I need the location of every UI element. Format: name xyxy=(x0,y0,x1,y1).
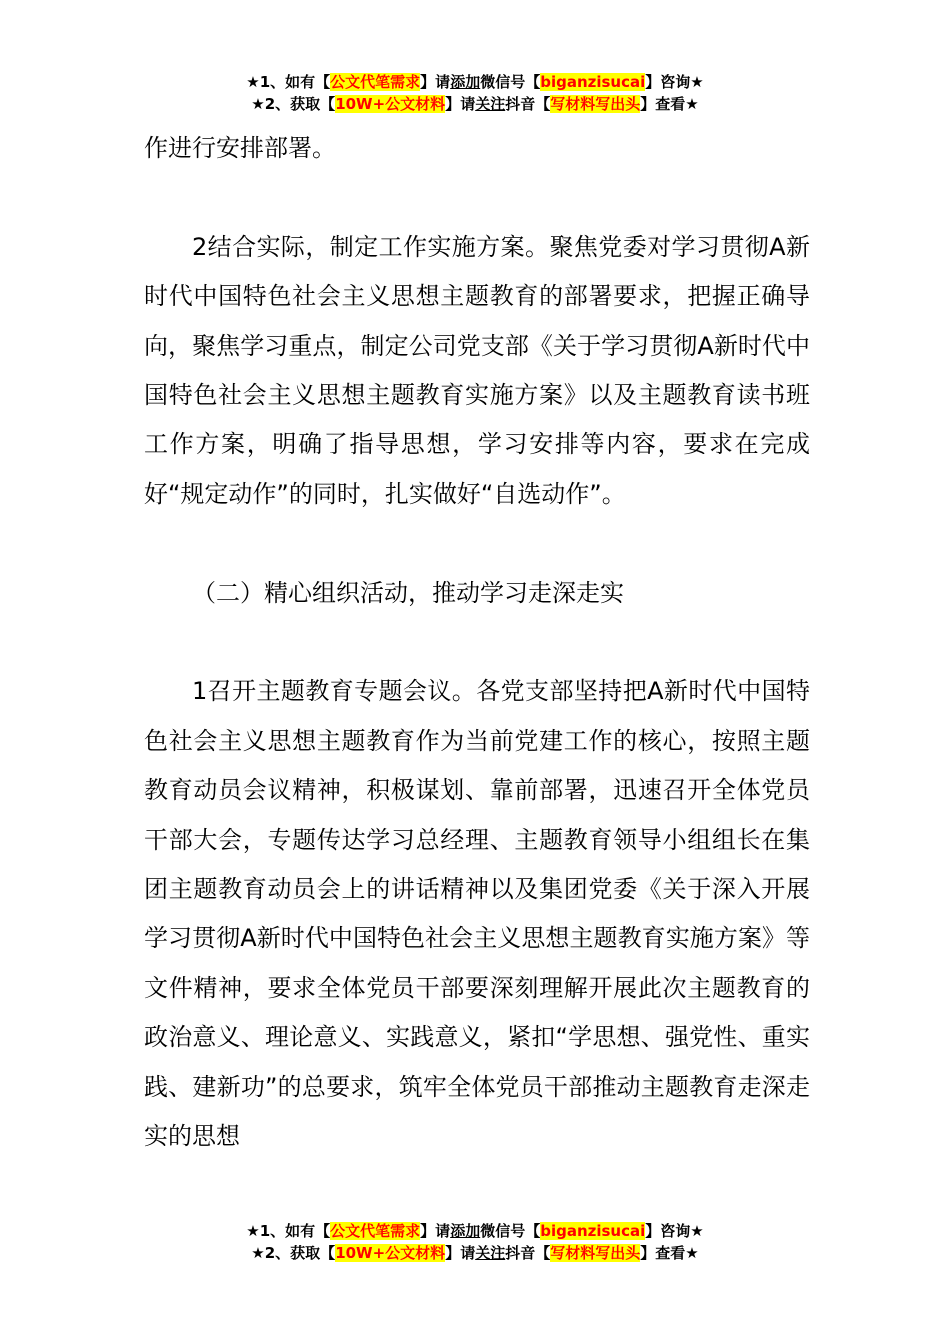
banner-text: 】请 xyxy=(420,73,451,91)
banner-text: 微信号【 xyxy=(480,1222,541,1240)
banner-text: 】请 xyxy=(445,1244,476,1262)
paragraph-implementation-plan: 2结合实际，制定工作实施方案。聚焦党委对学习贯彻A新时代中国特色社会主义思想主题教育的部署要求，把握正确导向，聚焦学习重点，制定公司党支部《关于学习贯彻A新时代中国特色社会主义思想主题教育实施方案》以及主题教育读书班工作方案，明确了指导思想，学习安排等内容，要求在完成好“规定动作”的同时，扎实做好“自选动作”。 xyxy=(144,232,810,508)
banner-highlight: biganzisucai xyxy=(540,1222,646,1240)
banner-highlight: 10W+公文材料 xyxy=(335,1244,446,1262)
banner-line-2 xyxy=(0,1242,950,1264)
banner-text: 】咨询★ xyxy=(645,1222,704,1240)
banner-text: 】请 xyxy=(445,95,476,113)
banner-underline: 添加 xyxy=(450,1222,481,1240)
banner-text: ★2、获取【 xyxy=(251,95,336,113)
banner-highlight: 写材料写出头 xyxy=(550,1244,641,1262)
banner-highlight: 公文代笔需求 xyxy=(330,73,421,91)
banner-line-1 xyxy=(0,71,950,93)
banner-text: 抖音【 xyxy=(505,1244,551,1262)
banner-line-2 xyxy=(0,93,950,115)
banner-text: 】请 xyxy=(420,1222,451,1240)
banner-line-1 xyxy=(0,1220,950,1242)
banner-text: 】咨询★ xyxy=(645,73,704,91)
banner-text: 微信号【 xyxy=(480,73,541,91)
banner-text: 】查看★ xyxy=(640,1244,699,1262)
document-body xyxy=(144,124,810,1161)
banner-underline: 关注 xyxy=(475,1244,506,1262)
banner-underline: 关注 xyxy=(475,95,506,113)
banner-text: ★2、获取【 xyxy=(251,1244,336,1262)
banner-highlight: 写材料写出头 xyxy=(550,95,641,113)
paragraph-continued: 作进行安排部署。 xyxy=(144,134,336,162)
banner-highlight: 10W+公文材料 xyxy=(335,95,446,113)
banner-text: ★1、如有【 xyxy=(246,73,331,91)
banner-text: 】查看★ xyxy=(640,95,699,113)
footer-banner xyxy=(0,1220,950,1264)
paragraph-special-meeting: 1召开主题教育专题会议。各党支部坚持把A新时代中国特色社会主义思想主题教育作为当前党建工作的核心，按照主题教育动员会议精神，积极谋划、靠前部署，迅速召开全体党员干部大会，专题传达学习总经理、主题教育领导小组组长在集团主题教育动员会上的讲话精神以及集团党委《关于深入开展学习贯彻A新时代中国特色社会主义思想主题教育实施方案》等文件精神，要求全体党员干部要深刻理解开展此次主题教育的政治意义、理论意义、实践意义，紧扣“学思想、强党性、重实践、建新功”的总要求，筑牢全体党员干部推动主题教育走深走实的思想 xyxy=(144,677,810,1151)
header-banner xyxy=(0,71,950,115)
paragraph-gap xyxy=(144,519,810,568)
banner-underline: 添加 xyxy=(450,73,481,91)
banner-text: 抖音【 xyxy=(505,95,551,113)
banner-highlight: biganzisucai xyxy=(540,73,646,91)
banner-highlight: 公文代笔需求 xyxy=(330,1222,421,1240)
paragraph-gap xyxy=(144,618,810,667)
paragraph-gap xyxy=(144,173,810,222)
section-heading: （二）精心组织活动，推动学习走深走实 xyxy=(192,578,624,607)
banner-text: ★1、如有【 xyxy=(246,1222,331,1240)
